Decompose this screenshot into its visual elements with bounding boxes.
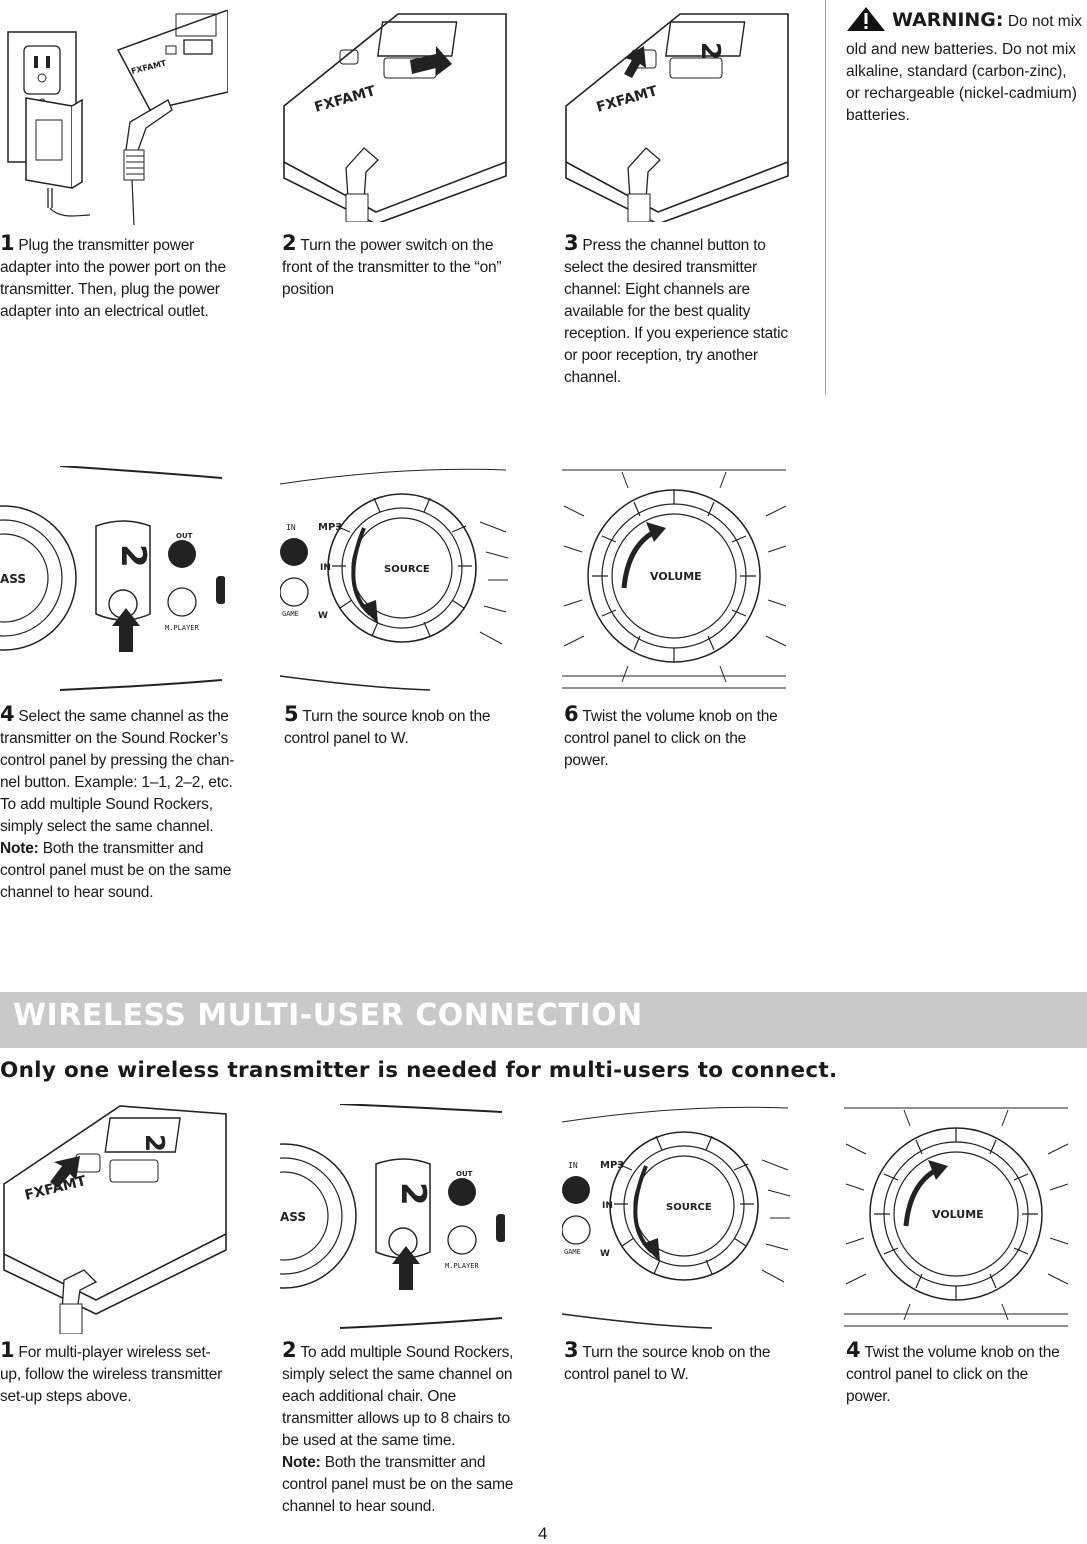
setup-step-5 [284,703,509,750]
svg-text:W: W [600,1249,610,1259]
outlet-adapter-illustration [0,10,228,225]
step-text: Turn the source knob on the control panel to W. [564,1344,771,1383]
step-number: 6 [564,702,579,726]
svg-text:2: 2 [393,1182,433,1206]
warning-triangle-icon [846,6,886,39]
step-number: 4 [0,702,15,726]
control-panel-channel-illustration [0,466,225,692]
step-number: 4 [846,1338,861,1362]
page-number: 4 [538,1524,548,1543]
step-text: Plug the transmitter power adapter into the power port on the transmitter. Then, plug the power adapter into an electrical outlet. [0,237,226,320]
svg-text:2: 2 [113,544,153,568]
svg-text:IN: IN [602,1201,613,1211]
step-number: 1 [0,231,15,255]
step-text: Select the same channel as the transmitter on the Sound Rocker’s control panel by pressing the chan-nel button. Example: 1–1, 2–2, etc. To add multiple Sound Rockers, simply select the same channel. [0,708,235,835]
svg-text:OUT: OUT [176,532,193,540]
svg-text:M.PLAYER: M.PLAYER [445,1262,479,1270]
step-text: Twist the volume knob on the control panel to click on the power. [846,1344,1060,1405]
svg-text:IN: IN [320,563,331,573]
step-text: Turn the power switch on the front of the transmitter to the “on” position [282,237,502,298]
note-text: Both the transmitter and control panel must be on the same channel to hear sound. [0,840,232,901]
setup-step-4 [0,703,240,904]
svg-text:SOURCE: SOURCE [666,1202,712,1213]
section-title: WIRELESS MULTI-USER CONNECTION [13,998,643,1033]
step-number: 3 [564,231,579,255]
multi-step-1 [0,1339,225,1408]
setup-step-3 [564,232,789,389]
step-number: 1 [0,1338,15,1362]
brand-logo-text: FXFAMT [130,58,168,76]
svg-text:2: 2 [139,1134,169,1153]
svg-text:W: W [318,611,328,621]
svg-text:ASS: ASS [0,572,27,586]
step-number: 2 [282,1338,297,1362]
multi-step-2 [282,1339,522,1518]
multi-step-4 [846,1339,1071,1408]
svg-text:VOLUME: VOLUME [650,570,702,583]
svg-text:VOLUME: VOLUME [932,1208,984,1221]
multi-control-panel-illustration [280,1104,505,1330]
svg-text:GAME: GAME [282,610,299,618]
volume-knob-illustration [562,466,788,692]
svg-text:MP3: MP3 [600,1160,625,1171]
multi-transmitter-illustration [0,1104,228,1334]
multi-volume-knob-illustration [844,1104,1070,1330]
warning-text: Do not mix old and new batteries. Do not mix alkaline, standard (carbon-zinc), or rechargeable (nickel-cadmium) batteries. [846,13,1082,124]
channel-button-illustration [562,12,792,222]
step-text: For multi-player wireless set-up, follow the wireless transmitter set-up steps above. [0,1344,223,1405]
step-number: 5 [284,702,299,726]
warning-title: WARNING: [892,9,1004,31]
setup-step-1 [0,232,235,323]
step-number: 3 [564,1338,579,1362]
multi-source-knob-illustration [562,1104,792,1330]
battery-warning [846,6,1082,127]
note-text: Both the transmitter and control panel must be on the same channel to hear sound. [282,1454,514,1515]
svg-text:IN: IN [568,1161,578,1170]
step-text: Twist the volume knob on the control panel to click on the power. [564,708,778,769]
section-banner [0,992,1087,1048]
source-knob-illustration [280,466,510,692]
step-text: Press the channel button to select the desired transmitter channel: Eight channels are available for the best quality reception. If you experience static or poor reception, try another channel. [564,237,788,386]
svg-text:2: 2 [695,42,725,61]
svg-text:SOURCE: SOURCE [384,564,430,575]
multi-step-3 [564,1339,789,1386]
svg-text:IN: IN [286,523,296,532]
svg-text:ASS: ASS [280,1210,307,1224]
column-divider [825,0,826,395]
step-text: To add multiple Sound Rockers, simply select the same channel on each additional chair. One transmitter allows up to 8 chairs to be used at the same time. [282,1344,514,1449]
step-text: Turn the source knob on the control panel to W. [284,708,491,747]
svg-text:FXFAMT: FXFAMT [312,83,378,116]
svg-text:OUT: OUT [456,1170,473,1178]
setup-step-2 [282,232,522,301]
note-label: Note: [0,840,39,857]
power-switch-illustration [280,12,510,222]
svg-text:GAME: GAME [564,1248,581,1256]
section-subtitle: Only one wireless transmitter is needed for multi-users to connect. [0,1058,838,1083]
svg-text:FXFAMT: FXFAMT [594,83,660,116]
svg-text:MP3: MP3 [318,522,343,533]
step-number: 2 [282,231,297,255]
svg-text:FXFAMT: FXFAMT [23,1173,88,1204]
setup-step-6 [564,703,789,772]
note-label: Note: [282,1454,321,1471]
svg-text:M.PLAYER: M.PLAYER [165,624,199,632]
